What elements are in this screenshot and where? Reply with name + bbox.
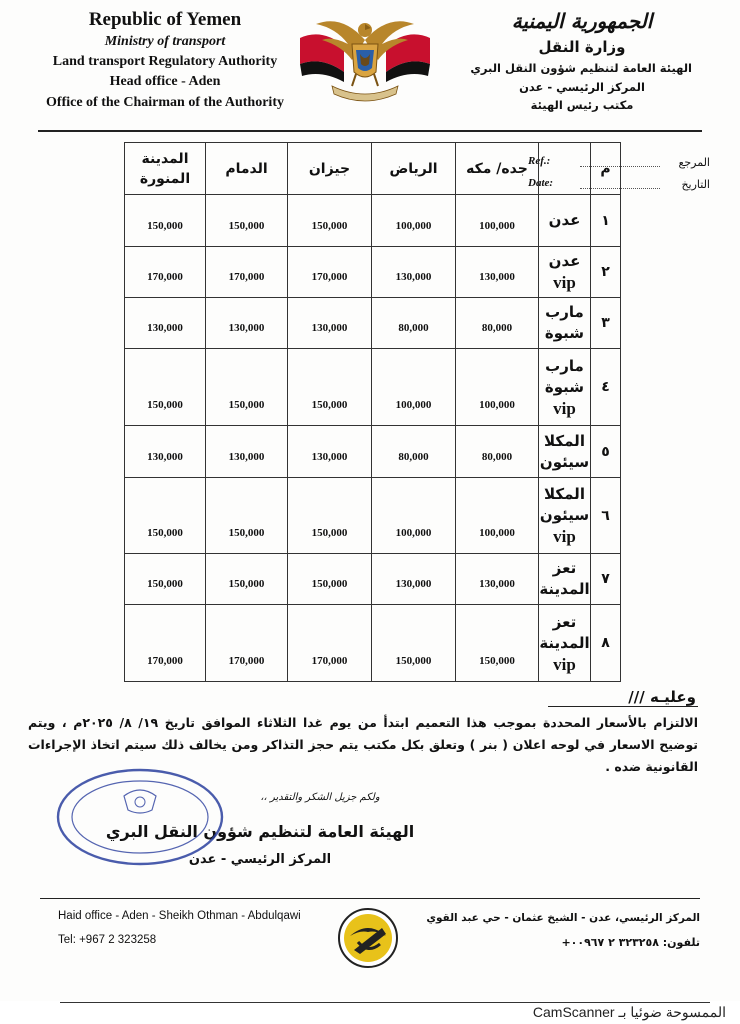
table-row <box>125 247 621 298</box>
price-cell: 130,000 <box>456 247 539 298</box>
header-en-authority: Land transport Regulatory Authority <box>52 54 278 69</box>
row-route <box>539 195 591 247</box>
thanks-line: ولكم جزيل الشكر والتقدير ،، <box>260 792 380 803</box>
table-row <box>125 195 621 247</box>
scan-edge-line <box>60 1002 710 1003</box>
row-index: ٦ <box>591 478 621 554</box>
route-name: مارب شبوة <box>544 303 585 342</box>
row-route <box>539 298 591 349</box>
price-cell: 100,000 <box>456 195 539 247</box>
col-header-jizan: جيزان <box>288 143 372 195</box>
price-cell: 80,000 <box>456 298 539 349</box>
price-cell: 130,000 <box>456 554 539 605</box>
header-ar-chairman: مكتب رئيس الهيئة <box>530 98 634 112</box>
row-index: ٢ <box>591 247 621 298</box>
header-ar-authority: الهيئة العامة لتنظيم شؤون النقل البري <box>470 61 692 75</box>
col-header-index: م <box>591 143 621 195</box>
price-cell: 150,000 <box>125 349 206 426</box>
yemen-emblem-icon <box>292 10 438 106</box>
header-ar-country: الجمهورية اليمنية <box>511 9 653 33</box>
price-cell: 100,000 <box>372 349 456 426</box>
route-name: المكلا سيئون <box>539 431 590 471</box>
header-divider <box>38 130 702 132</box>
footer-phone-en: Tel: +967 2 323258 <box>58 934 157 946</box>
route-vip-label: vip <box>553 527 576 546</box>
footer-divider <box>40 898 700 899</box>
header-en-chairman: Office of the Chairman of the Authority <box>46 95 284 110</box>
table-row <box>125 426 621 478</box>
row-index: ٨ <box>591 605 621 682</box>
row-route <box>539 426 591 478</box>
row-route <box>539 554 591 605</box>
price-cell: 150,000 <box>456 605 539 682</box>
footer-address-ar: المركز الرئيسي، عدن - الشيخ عثمان - حي عبد القوي <box>426 912 700 924</box>
price-cell: 100,000 <box>372 478 456 554</box>
col-header-riyadh: الرياض <box>372 143 456 195</box>
price-cell: 150,000 <box>372 605 456 682</box>
ref-label-en: Ref.: <box>528 155 551 167</box>
signature-office: المركز الرئيسي - عدن <box>188 852 332 867</box>
camscanner-watermark: الممسوحة ضوئيا بـ CamScanner <box>532 1004 726 1020</box>
table-row <box>125 478 621 554</box>
price-cell: 80,000 <box>372 426 456 478</box>
col-header-medina: المدينة المنورة <box>125 143 206 195</box>
price-cell: 150,000 <box>288 554 372 605</box>
route-name: تعز المدينة <box>539 559 590 598</box>
price-cell: 80,000 <box>456 426 539 478</box>
price-cell: 130,000 <box>372 554 456 605</box>
price-cell: 150,000 <box>206 195 288 247</box>
conclusion-underline <box>548 706 698 707</box>
footer-phone-ar: تلفون: ٣٢٣٢٥٨ ٢ ٠٠٩٦٧+ <box>561 936 700 949</box>
header-english <box>40 8 290 114</box>
col-header-route <box>539 143 591 195</box>
header-arabic <box>472 6 692 114</box>
col-header-jeddah-mecca: جده/ مكه <box>456 143 539 195</box>
table-row <box>125 554 621 605</box>
row-route <box>539 349 591 426</box>
price-cell: 130,000 <box>288 426 372 478</box>
price-cell: 80,000 <box>372 298 456 349</box>
row-index: ٥ <box>591 426 621 478</box>
table-row <box>125 298 621 349</box>
price-cell: 150,000 <box>288 478 372 554</box>
price-cell: 130,000 <box>206 426 288 478</box>
table-header-row <box>125 143 621 195</box>
price-cell: 100,000 <box>456 349 539 426</box>
route-name: عدن <box>548 252 581 270</box>
price-cell: 170,000 <box>206 605 288 682</box>
col-header-dammam: الدمام <box>206 143 288 195</box>
price-cell: 150,000 <box>206 478 288 554</box>
route-name: المكلا سيئون <box>539 485 590 524</box>
header-ar-office: المركز الرئيسي - عدن <box>519 80 645 94</box>
footer-address-en: Haid office - Aden - Sheikh Othman - Abdulqawi <box>58 910 301 922</box>
route-name: تعز المدينة <box>539 612 590 652</box>
price-cell: 100,000 <box>372 195 456 247</box>
price-cell: 150,000 <box>125 478 206 554</box>
price-cell: 170,000 <box>125 605 206 682</box>
price-cell: 130,000 <box>125 298 206 349</box>
price-cell: 170,000 <box>288 605 372 682</box>
price-table <box>124 142 621 682</box>
header-en-office: Head office - Aden <box>109 74 221 89</box>
route-name: مارب شبوة <box>544 356 585 396</box>
date-label-ar: التاريخ <box>681 178 710 191</box>
price-cell: 130,000 <box>372 247 456 298</box>
route-vip-label: vip <box>553 398 576 418</box>
price-cell: 150,000 <box>206 554 288 605</box>
date-label-en: Date: <box>528 177 554 189</box>
header-en-ministry: Ministry of transport <box>104 34 226 49</box>
price-cell: 150,000 <box>125 195 206 247</box>
row-index: ٣ <box>591 298 621 349</box>
header-ar-ministry: وزارة النقل <box>538 38 626 56</box>
price-cell: 150,000 <box>125 554 206 605</box>
price-cell: 130,000 <box>288 298 372 349</box>
price-cell: 130,000 <box>125 426 206 478</box>
row-route <box>539 247 591 298</box>
table-row <box>125 349 621 426</box>
ref-label-ar: المرجع <box>678 156 710 169</box>
price-cell: 170,000 <box>206 247 288 298</box>
row-index: ٧ <box>591 554 621 605</box>
authority-logo-icon <box>336 906 400 970</box>
route-vip-label: vip <box>553 273 576 292</box>
price-cell: 170,000 <box>288 247 372 298</box>
row-route <box>539 605 591 682</box>
price-cell: 130,000 <box>206 298 288 349</box>
official-stamp-icon <box>54 766 226 868</box>
conclusion-heading: وعليـه /// <box>628 688 696 706</box>
row-index: ٤ <box>591 349 621 426</box>
signature-authority: الهيئة العامة لتنظيم شؤون النقل البري <box>105 822 415 841</box>
row-index: ١ <box>591 195 621 247</box>
header-en-country: Republic of Yemen <box>88 9 242 30</box>
row-route <box>539 478 591 554</box>
conclusion-paragraph: الالتزام بالأسعار المحددة بموجب هذا التعميم ابتدأ من يوم غدا الثلاثاء الموافق تاريخ ١٩/ ٨/ ٢٠٢٥م ، ويتم توضيح الاسعار في لوحه اعلان ( بنر ) وتعلق بكل مكتب يتم حجز التذاكر ومن يخالف ذلك سيتم اتخاذ الإجراءات القانونية ضده . <box>28 715 699 774</box>
route-vip-label: vip <box>553 654 576 674</box>
price-cell: 150,000 <box>288 195 372 247</box>
table-row <box>125 605 621 682</box>
route-name: عدن <box>548 211 581 229</box>
price-cell: 150,000 <box>288 349 372 426</box>
price-cell: 170,000 <box>125 247 206 298</box>
price-cell: 100,000 <box>456 478 539 554</box>
price-cell: 150,000 <box>206 349 288 426</box>
